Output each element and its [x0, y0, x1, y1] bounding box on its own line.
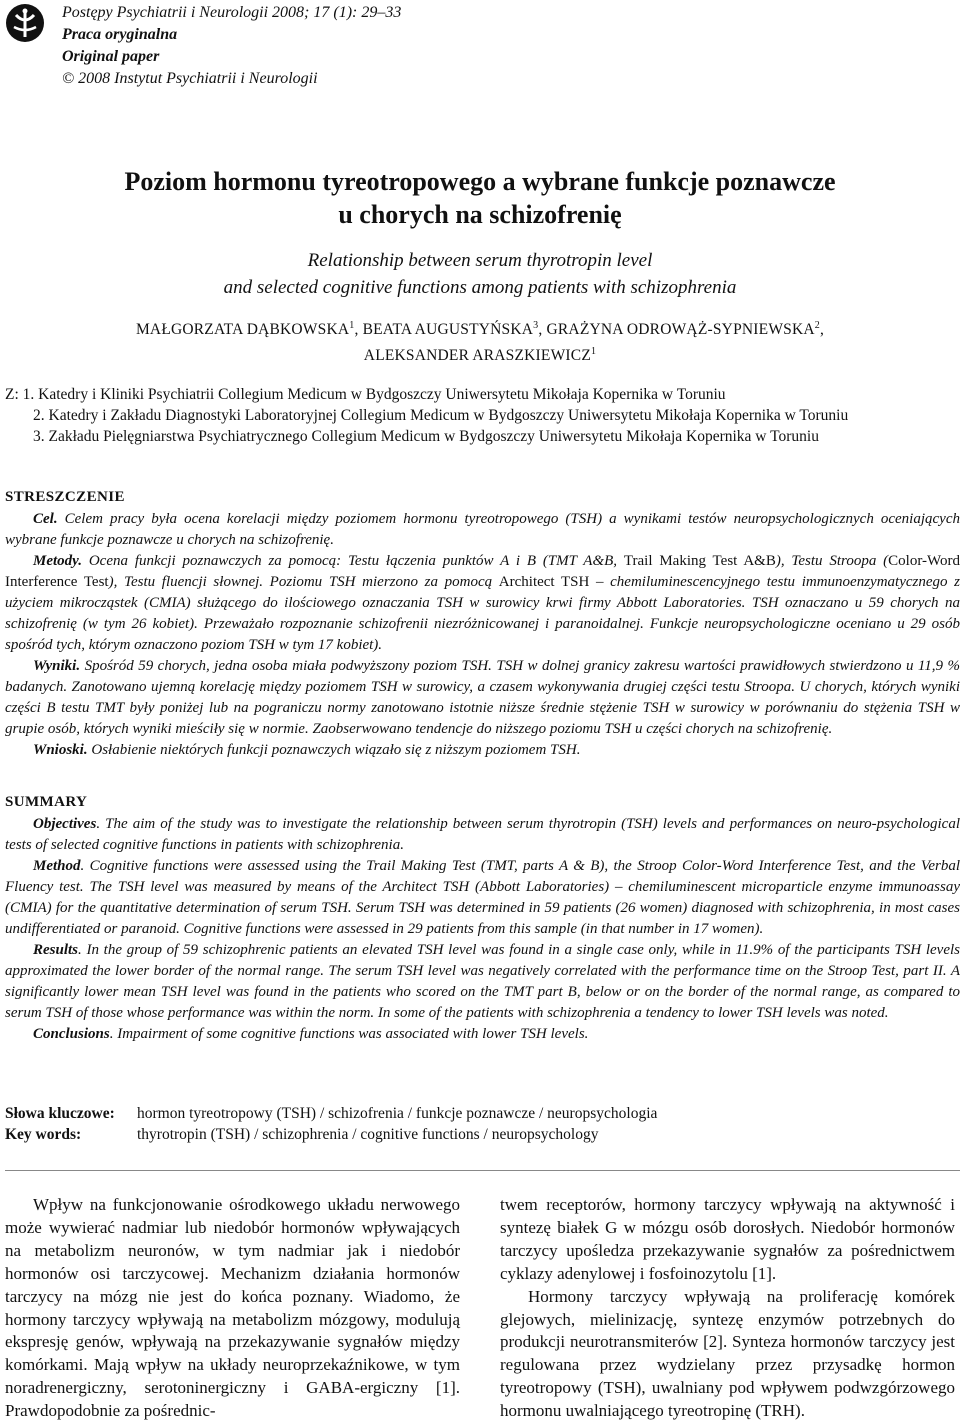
body-column-left: [5, 1194, 460, 1423]
author-3-affil: 2: [814, 320, 820, 331]
wnioski-label: Wnioski.: [33, 742, 88, 758]
section-divider: [5, 1170, 960, 1171]
abstract-metody: [5, 551, 960, 656]
article-type-en: Original paper: [62, 48, 160, 65]
conclusions-label: Conclusions: [33, 1026, 110, 1042]
journal-header: [62, 2, 401, 90]
abstract-pl-heading: STRESZCZENIE: [5, 489, 125, 505]
article-type-pl: Praca oryginalna: [62, 26, 178, 43]
copyright-line: © 2008 Instytut Psychiatrii i Neurologii: [62, 70, 318, 87]
article-title-en: [0, 247, 960, 301]
title-pl-line2: u chorych na schizofrenię: [338, 200, 622, 229]
affiliation-3: 3. Zakładu Pielęgniarstwa Psychiatrycznego Collegium Medicum w Bydgoszczy Uniwersytetu Mikołaja Kopernika w Toruniu: [33, 428, 819, 445]
abstract-en-heading: SUMMARY: [5, 794, 88, 810]
conclusions-text: . Impairment of some cognitive functions was associated with lower TSH levels.: [109, 1026, 589, 1042]
author-3-tail: ,: [819, 321, 825, 339]
results-label: Results: [33, 942, 79, 958]
abstract-wyniki: [5, 656, 960, 740]
publisher-logo-icon: [5, 3, 45, 43]
keywords-block: [5, 1103, 657, 1145]
body-paragraph-3: Hormony tarczycy wpływają na proliferację komórek glejowych, mielinizację, syntezę enzymów potrzebnych do produkcji neurotransmiterów [2]. Synteza hormonów tarczycy jest regulowana przez wydzielany przez przysadkę hormon tyreotropowy (TSH), uwalniany pod wpływem podwzgórzowego hormonu uwalniającego tyreotropinę (TRH).: [500, 1286, 955, 1421]
abstract-wnioski: [5, 740, 960, 761]
author-3: , GRAŻYNA ODROWĄŻ-SYPNIEWSKA: [538, 321, 815, 339]
author-1: MAŁGORZATA DĄBKOWSKA: [135, 321, 350, 339]
wnioski-text: Osłabienie niektórych funkcji poznawczych wiązało się z niższym poziomem TSH.: [87, 742, 581, 758]
metody-text-2: ), Testu Stroopa (: [775, 553, 889, 569]
results-text: . In the group of 59 schizophrenic patients an elevated TSH level was found in a single case only, while in 11.9% of the participants TSH levels approximated the lower border of the normal range. The serum TSH level was negatively correlated with the performance time on the Stroop Test, part II. A significantly lower mean TSH level was found in the patients who scored on the TMT part B, below or on the border of the normal range, as compared to serum TSH of those whose performance was within the norm. In some of the patients with schizophrenia a tendency to lower TSH levels was noted.: [5, 942, 960, 1021]
affiliations: [5, 384, 955, 447]
body-column-right: [500, 1194, 955, 1423]
abstract-pl: [5, 487, 960, 761]
metody-test-name-2: Color-Word Interference Test: [5, 553, 960, 590]
metody-label: Metody.: [33, 553, 83, 569]
cel-label: Cel.: [33, 511, 58, 527]
keywords-pl-label: Słowa kluczowe:: [5, 1105, 115, 1122]
body-paragraph-2: twem receptorów, hormony tarczycy wpływają na aktywność i syntezę białek G w mózgu osób dorosłych. Niedobór hormonów tarczycy upośledza przekazywanie sygnałów za pośrednictwem cyklazy adenylowej i fosfoinozytolu [1].: [500, 1195, 955, 1283]
metody-text-3: ), Testu fluencji słownej. Poziomu TSH mierzono za pomocą: [108, 574, 499, 590]
keywords-en-value: thyrotropin (TSH) / schizophrenia / cognitive functions / neuropsychology: [137, 1126, 599, 1143]
title-en-line2: and selected cognitive functions among patients with schizophrenia: [223, 277, 737, 298]
author-4: ALEKSANDER ARASZKIEWICZ: [363, 347, 591, 365]
authors: [0, 315, 960, 367]
wyniki-label: Wyniki.: [33, 658, 81, 674]
objectives-label: Objectives: [33, 816, 97, 832]
author-2: , BEATA AUGUSTYŃSKA: [354, 321, 534, 339]
body-paragraph-1: Wpływ na funkcjonowanie ośrodkowego układu nerwowego może wywierać nadmiar lub niedobór hormonów wpływających na metabolizm neuronów, w tym nadmiar jak i niedobór hormonów osi tarczycowej. Mechanizm działania hormonów tarczycy na mózg nie jest do końca poznany. Wiadomo, że hormony tarczycy wpływają na metabolizm mózgowy, modulują ekspresję genów, wpływają na przekazywanie sygnałów między komórkami. Mają wpływ na układy neuroprzekaźnikowe, w tym noradrenergiczny, serotoninergiczny i GABA-ergiczny [1]. Prawdopodobnie za pośrednic-: [5, 1195, 460, 1421]
abstract-en: [5, 792, 960, 1045]
cel-text: Celem pracy była ocena korelacji między poziomem hormonu tyreotropowego (TSH) a wynikami testów neuropsychologicznych oceniających wybrane funkcje poznawcze u chorych na schizofrenię.: [5, 511, 960, 548]
title-block: [0, 165, 960, 367]
affiliation-2: 2. Katedry i Zakładu Diagnostyki Laboratoryjnej Collegium Medicum w Bydgoszczy Uniwersytetu Mikołaja Kopernika w Toruniu: [33, 407, 849, 424]
title-pl-line1: Poziom hormonu tyreotropowego a wybrane funkcje poznawcze: [124, 167, 836, 196]
title-en-line1: Relationship between serum thyrotropin level: [307, 250, 653, 271]
keywords-en-label: Key words:: [5, 1126, 82, 1143]
keywords-pl-value: hormon tyreotropowy (TSH) / schizofrenia / funkcje poznawcze / neuropsychologia: [137, 1105, 658, 1122]
affiliation-1: Z: 1. Katedry i Kliniki Psychiatrii Collegium Medicum w Bydgoszczy Uniwersytetu Mikołaja Kopernika w Toruniu: [5, 386, 726, 403]
abstract-cel: [5, 509, 960, 551]
objectives-text: . The aim of the study was to investigate the relationship between serum thyrotropin (TSH) levels and performances on neuro-psychological tests of selected cognitive functions in patients with schizophrenia.: [5, 816, 960, 853]
summary-results: [5, 940, 960, 1024]
metody-text-4: – chemiluminescencyjnego testu immunoenzymatycznego z użyciem mikrocząstek (CMIA) służącego do ilościowego oznaczania TSH w surowicy krwi firmy Abbott Laboratories. TSH oznaczano u 59 chorych na schizofrenię (w tym 26 kobiet). Przeważało rozpoznanie schizofrenii niezróżnicowanej i paranoidalnej. Funkcje neuropsychologiczne oceniano u 29 osób spośród tych, którym oznaczono poziom TSH w tym 17 kobiet).: [5, 574, 960, 653]
metody-test-name-3: Architect TSH: [498, 574, 590, 590]
author-4-affil: 1: [590, 346, 597, 358]
author-1-affil: 1: [349, 320, 355, 331]
summary-conclusions: [5, 1024, 960, 1045]
author-2-affil: 3: [533, 320, 539, 331]
keywords-en: [5, 1124, 657, 1145]
article-title-pl: [0, 165, 960, 231]
metody-test-name-1: Trail Making Test A&B: [623, 553, 776, 569]
method-label: Method: [33, 858, 81, 874]
wyniki-text: Spośród 59 chorych, jedna osoba miała podwyższony poziom TSH. TSH w dolnej granicy zakresu wartości prawidłowych stwierdzono u 11,9 % badanych. Zanotowano ujemną korelację między poziomem TSH w surowicy, a czasem wykonywania drugiej części testu Stroopa. U chorych, których wyniki części B testu TMT były poniżej lub na pograniczu normy zanotowano istotnie niższe średnie stężenie TSH w surowicy w porównaniu do stężenia TSH w grupie osób, których wyniki mieściły się w normie. Zaobserwowano tendencje do niższego poziomu TSH u części chorych na schizofrenię.: [5, 658, 960, 737]
summary-objectives: [5, 814, 960, 856]
summary-method: [5, 856, 960, 940]
metody-text-1: Ocena funkcji poznawczych za pomocą: Testu łączenia punktów A i B (TMT A&B,: [82, 553, 624, 569]
method-text: . Cognitive functions were assessed using the Trail Making Test (TMT, parts A & B), the Stroop Color-Word Interference Test, and the Verbal Fluency test. The TSH level was measured by means of the Architect TSH (Abbott Laboratories) – chemiluminescent microparticle enzyme immunoassay (CMIA) for the quantitative determination of serum TSH. Serum TSH was determined in 59 patients (26 women) diagnosed with schizophrenia, in most cases undifferentiated or paranoid. Cognitive functions were assessed in 29 patients from this sample (in that number in 17 women).: [5, 858, 960, 937]
journal-citation: Postępy Psychiatrii i Neurologii 2008; 17 (1): 29–33: [62, 4, 402, 21]
keywords-pl: [5, 1103, 657, 1124]
